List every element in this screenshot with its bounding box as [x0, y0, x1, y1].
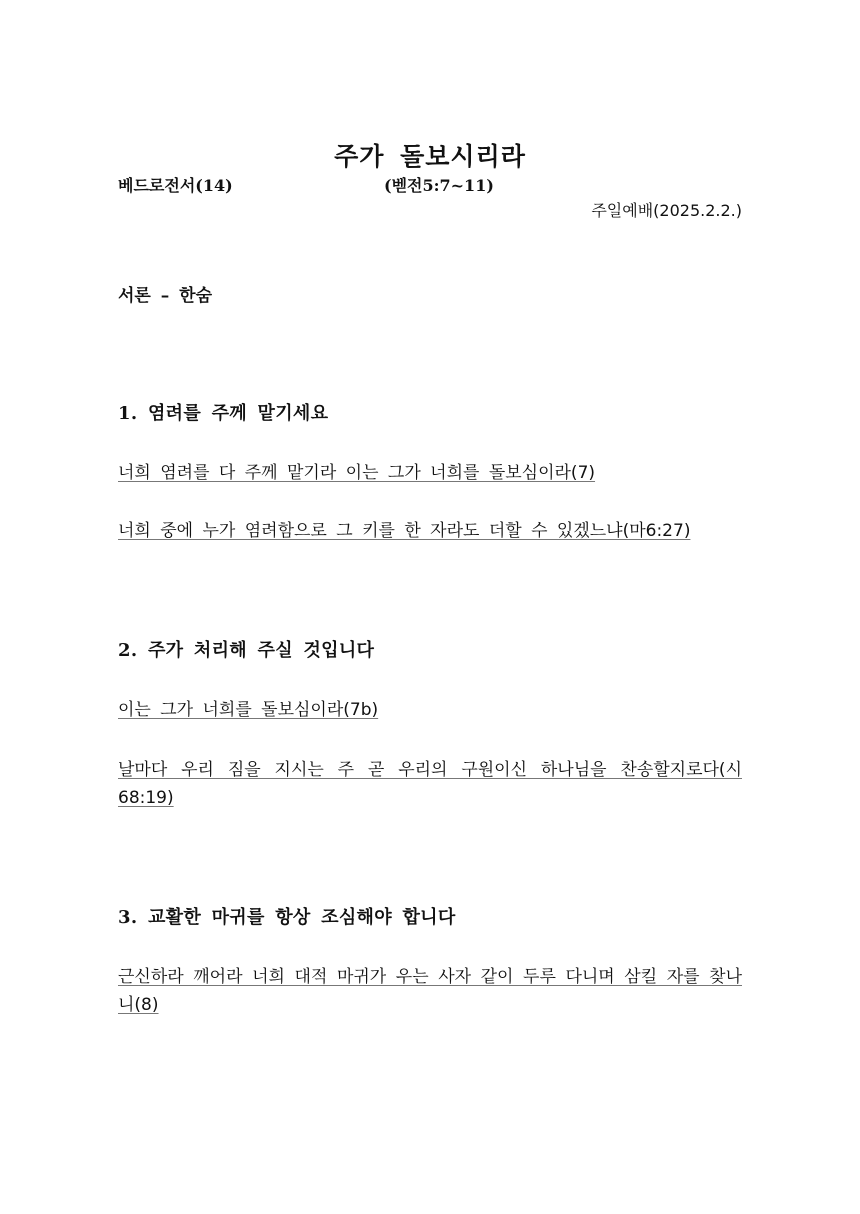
verse-2-1 — [118, 696, 742, 724]
verse-text: 이는 그가 너희를 돌보심이라(7b) — [118, 700, 379, 720]
service-date: 주일예배(2025.2.2.) — [591, 201, 742, 220]
verse-text: 너희 염려를 다 주께 맡기라 이는 그가 너희를 돌보심이라(7) — [118, 463, 596, 483]
verse-text: 근신하라 깨어라 너희 대적 마귀가 우는 사자 같이 두루 다니며 삼킬 자를 찾나니(8) — [118, 967, 742, 1015]
section-heading-1: 1. 염려를 주께 맡기세요 — [118, 403, 329, 424]
series-label: 베드로전서(14) — [118, 176, 233, 195]
verse-text: 너희 중에 누가 염려함으로 그 키를 한 자라도 더할 수 있겠느냐(마6:27) — [118, 521, 691, 541]
verse-3-1 — [118, 963, 742, 1019]
verse-text: 날마다 우리 짐을 지시는 주 곧 우리의 구원이신 하나님을 찬송할지로다(시68:19) — [118, 760, 742, 808]
verse-1-2 — [118, 517, 742, 545]
verse-1-1 — [118, 459, 742, 487]
passage-reference: (벧전5:7~11) — [384, 176, 494, 195]
sermon-title: 주가 돌보시리라 — [334, 142, 526, 171]
section-heading-3: 3. 교활한 마귀를 항상 조심해야 합니다 — [118, 907, 456, 928]
verse-2-2 — [118, 756, 742, 812]
intro-heading: 서론 – 한숨 — [118, 286, 213, 306]
section-heading-2: 2. 주가 처리해 주실 것입니다 — [118, 640, 375, 661]
